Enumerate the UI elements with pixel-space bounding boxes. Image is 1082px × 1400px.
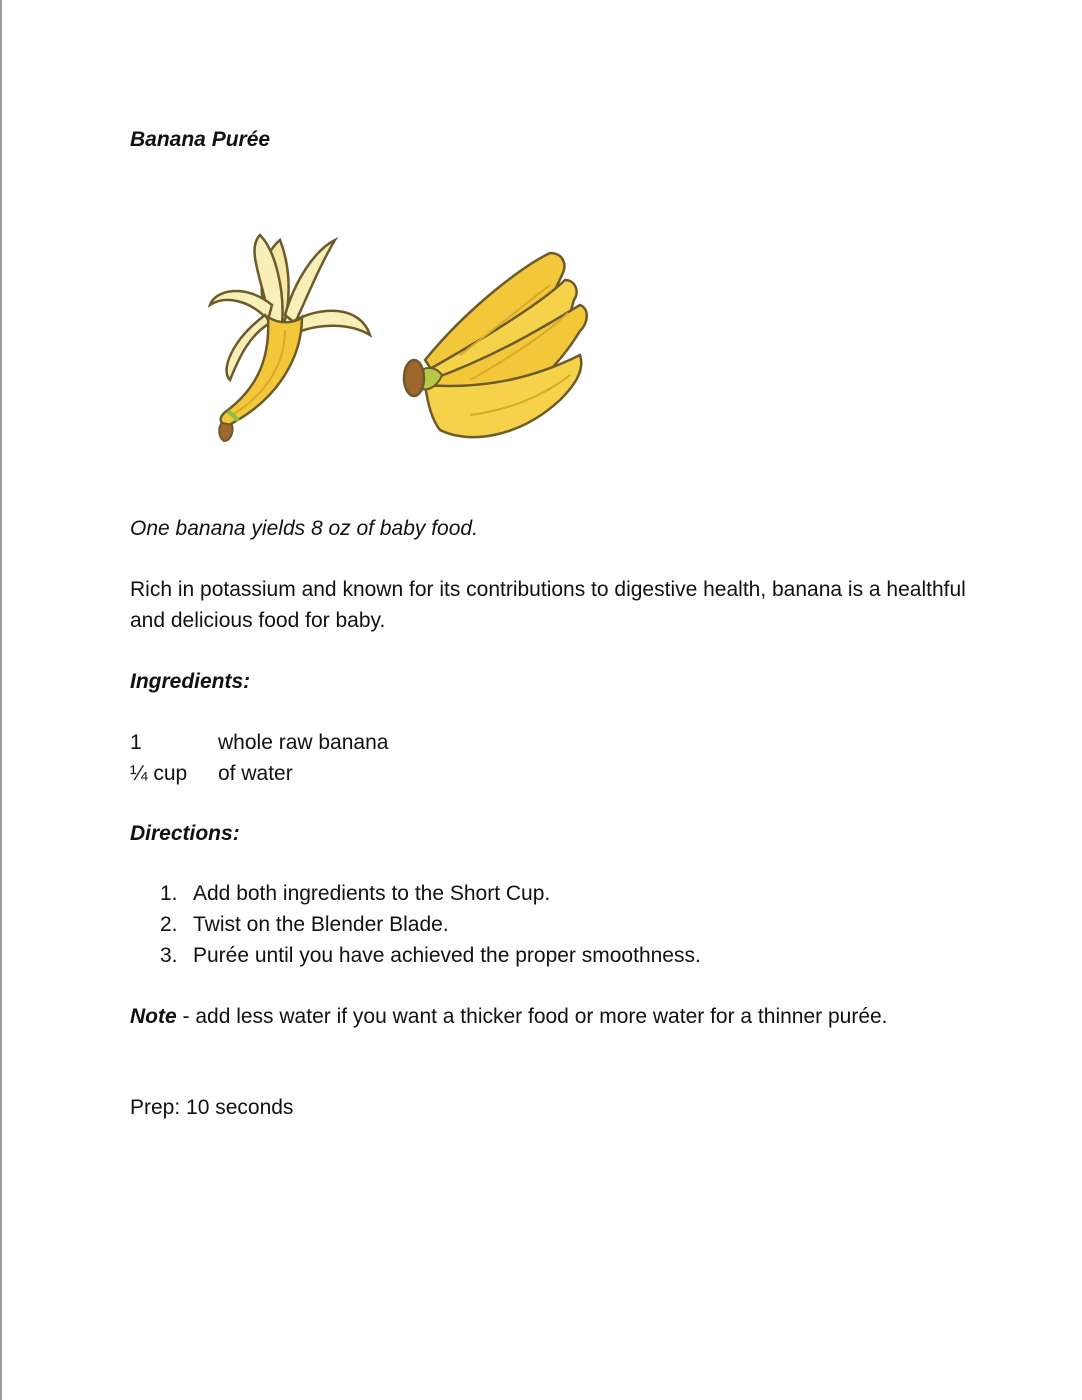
directions-heading: Directions: <box>130 822 240 845</box>
note-label: Note <box>130 1005 177 1028</box>
direction-step <box>160 940 701 971</box>
description-text: Rich in potassium and known for its contributions to digestive health, banana is a healthful and delicious food for baby. <box>130 578 966 632</box>
step-text: Add both ingredients to the Short Cup. <box>193 882 551 905</box>
ingredient-qty: ¼ cup <box>130 762 188 785</box>
peeled-banana-icon <box>210 235 370 441</box>
note-text: - add less water if you want a thicker food or more water for a thinner purée. <box>176 1005 888 1028</box>
page-left-edge <box>0 0 2 1400</box>
note-paragraph <box>130 1001 930 1032</box>
yield-text: One banana yields 8 oz of baby food. <box>130 517 478 540</box>
ingredient-item: of water <box>218 762 293 785</box>
banana-bunch-icon <box>404 253 587 437</box>
ingredient-row <box>130 758 388 789</box>
direction-step <box>160 878 701 909</box>
step-text: Twist on the Blender Blade. <box>193 913 449 936</box>
recipe-title: Banana Purée <box>130 128 271 151</box>
direction-step <box>160 909 701 940</box>
ingredient-qty: 1 <box>130 731 142 754</box>
step-text: Purée until you have achieved the proper smoothness. <box>193 944 701 967</box>
prep-time: Prep: 10 seconds <box>130 1096 294 1119</box>
step-number: 2. <box>160 913 178 936</box>
banana-illustration <box>170 205 590 455</box>
ingredient-row <box>130 727 388 758</box>
ingredients-list <box>130 727 388 789</box>
ingredient-item: whole raw banana <box>218 731 389 754</box>
ingredients-heading: Ingredients: <box>130 670 251 693</box>
step-number: 3. <box>160 944 178 967</box>
directions-list <box>160 878 701 971</box>
step-number: 1. <box>160 882 178 905</box>
